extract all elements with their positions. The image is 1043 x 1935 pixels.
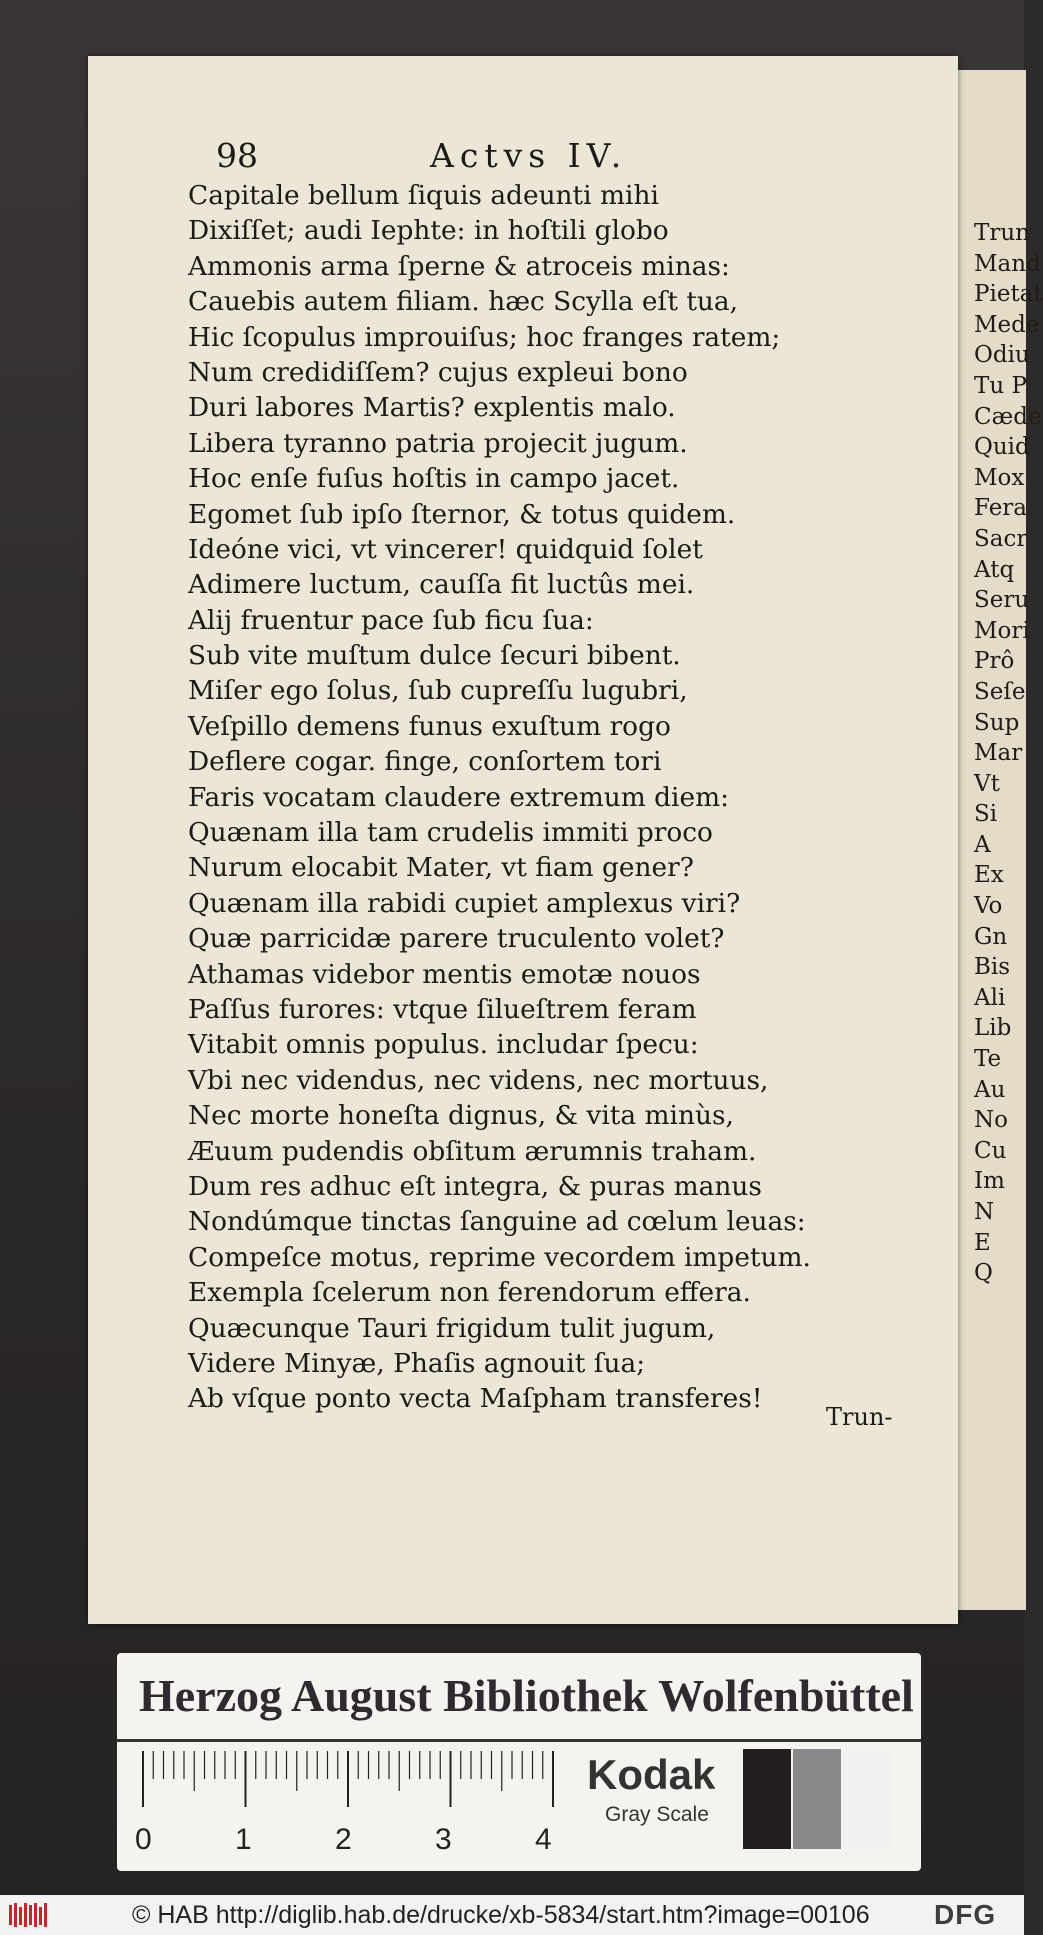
ruler-number: 2 — [335, 1823, 352, 1856]
facing-page-word: Trun — [974, 220, 1030, 246]
verse-line: Capitale bellum ſiquis adeunti mihi — [188, 180, 659, 211]
facing-page-word: Lib — [974, 1015, 1012, 1042]
facing-page-word: Au — [974, 1076, 1006, 1103]
ruler-number: 0 — [135, 1823, 152, 1856]
facing-page-word: A — [974, 831, 991, 858]
verse-line: Æuum pudendis obſitum ærumnis traham. — [188, 1135, 757, 1167]
facing-page-text — [974, 218, 1043, 1289]
facing-page-word: Mori — [974, 617, 1030, 644]
facing-page-word: Quid — [974, 434, 1030, 461]
verse-line: Veſpillo demens funus exuſtum rogo — [188, 710, 671, 742]
facing-page-word: Prô — [974, 648, 1015, 675]
ruler — [135, 1751, 569, 1861]
verse-line: Nurum elocabit Mater, vt fiam gener? — [188, 852, 694, 884]
verse-line: Quænam illa tam crudelis immiti proco — [188, 817, 713, 849]
verse-line: Alij fruentur pace ſub ficu ſua: — [188, 604, 594, 636]
verse-line: Num credidiſſem? cujus expleui bono — [188, 356, 688, 388]
page-number: 98 — [216, 136, 258, 175]
verse-line: Ideóne vici, vt vincerer! quidquid ſolet — [188, 533, 703, 565]
facing-page-word: Sup — [974, 709, 1020, 736]
footer-bar — [0, 1895, 1024, 1935]
verse-line: Duri labores Martis? explentis malo. — [188, 392, 676, 424]
facing-page-word: Tu P — [974, 372, 1027, 399]
facing-page-word: Pietat — [974, 281, 1043, 308]
facing-page-word: Cu — [974, 1137, 1007, 1164]
color-calibration-card — [117, 1653, 921, 1871]
facing-page-word: Im — [974, 1168, 1005, 1195]
verse-line: Faris vocatam claudere extremum diem: — [188, 781, 730, 813]
verse-line: Miſer ego ſolus, ſub cupreſſu lugubri, — [188, 675, 688, 707]
facing-page-word: Vo — [974, 893, 1003, 920]
verse-line: Hoc enſe fuſus hoſtis in campo jacet. — [188, 463, 680, 495]
library-title: Herzog August Bibliothek Wolfenbüttel — [139, 1670, 914, 1721]
facing-page-word: Atq — [974, 556, 1015, 583]
kodak-logo: Kodak — [587, 1751, 716, 1798]
facing-page-word: Ali — [974, 984, 1006, 1011]
facing-page-word: Mand — [974, 250, 1041, 277]
verse-line: Cauebis autem filiam. hæc Scylla eſt tua, — [188, 286, 739, 318]
hab-logo-icon — [8, 1901, 52, 1929]
ruler-number: 3 — [435, 1823, 452, 1856]
verse-line: Athamas videbor mentis emotæ nouos — [188, 958, 701, 990]
verse-line: Quæ parricidæ parere truculento volet? — [188, 923, 725, 955]
facing-page-word: N — [974, 1199, 995, 1225]
verse-line: Exempla ſcelerum non ferendorum effera. — [188, 1277, 751, 1309]
black-swatch — [743, 1749, 791, 1849]
facing-page-word: Cæde — [974, 403, 1042, 430]
facing-page-word: E — [974, 1229, 991, 1256]
facing-page-word: Mar — [974, 740, 1023, 767]
verse-line: Dixiſſet; audi Iephte: in hoſtili globo — [188, 215, 669, 247]
gray-scale-label: Gray Scale — [605, 1803, 709, 1826]
facing-page-word: Odiu — [974, 342, 1030, 369]
facing-page-word: Si — [974, 801, 998, 828]
verse-line: Egomet ſub ipſo ſternor, & totus quidem. — [188, 498, 736, 530]
facing-page-word: Vt — [974, 770, 1000, 797]
copyright-link[interactable]: © HAB http://diglib.hab.de/drucke/xb-5834/start.htm?image=00106 — [132, 1901, 870, 1929]
facing-page-word: Gn — [974, 923, 1008, 950]
facing-page-word: Q — [974, 1260, 993, 1287]
dfg-logo: DFG — [934, 1899, 997, 1930]
verse-line: Adimere luctum, cauſſa fit luctûs mei. — [188, 569, 695, 601]
verse-line: Hic ſcopulus improuiſus; hoc franges ratem; — [188, 321, 781, 353]
facing-page-word: Bis — [974, 954, 1011, 981]
verse-line: Vitabit omnis populus. includar ſpecu: — [188, 1029, 699, 1061]
verse-line: Compeſce motus, reprime vecordem impetum. — [188, 1241, 811, 1273]
verse-line: Paſſus furores: vtque ſilueſtrem feram — [188, 993, 697, 1025]
facing-page-word: No — [974, 1107, 1008, 1134]
facing-page-word: Sacr — [974, 525, 1028, 552]
ruler-number: 1 — [235, 1823, 252, 1856]
facing-page-word: Ex — [974, 862, 1004, 889]
verse-line: Nec morte honeſta dignus, & vita minùs, — [188, 1100, 734, 1132]
ruler-ticks — [139, 1751, 569, 1821]
verse-line: Nondúmque tinctas ſanguine ad cœlum leuas: — [188, 1206, 806, 1238]
verse-line: Libera tyranno patria projecit jugum. — [188, 427, 688, 459]
ruler-number: 4 — [535, 1823, 552, 1856]
facing-page-word: Te — [974, 1046, 1002, 1073]
running-head: Actvs IV. — [430, 136, 628, 175]
white-swatch — [843, 1749, 891, 1849]
verse-line: Deflere cogar. finge, conſortem tori — [188, 746, 662, 778]
verse-line: Ab vſque ponto vecta Maſpham transferes! — [188, 1383, 763, 1415]
facing-page-word: Seſe — [974, 678, 1026, 705]
gray-swatch — [793, 1749, 841, 1849]
facing-page-word: Fera — [974, 495, 1028, 522]
card-divider — [117, 1739, 921, 1742]
catchword: Trun- — [826, 1403, 893, 1431]
verse-line: Sub vite muſtum dulce ſecuri bibent. — [188, 640, 681, 672]
verse-line: Dum res adhuc eſt integra, & puras manus — [188, 1170, 762, 1202]
verse-text — [188, 178, 868, 1417]
verse-line: Videre Minyæ, Phaſis agnouit ſua; — [188, 1347, 646, 1379]
verse-line: Ammonis arma ſperne & atroceis minas: — [188, 250, 730, 282]
verse-line: Quæcunque Tauri frigidum tulit jugum, — [188, 1312, 716, 1344]
facing-page-word: Seru — [974, 587, 1030, 614]
facing-page-word: Mox — [974, 464, 1025, 491]
verse-line: Vbi nec videndus, nec videns, nec mortuus, — [188, 1064, 769, 1096]
facing-page-word: Mede — [974, 311, 1040, 338]
verse-line: Quænam illa rabidi cupiet amplexus viri? — [188, 887, 741, 919]
